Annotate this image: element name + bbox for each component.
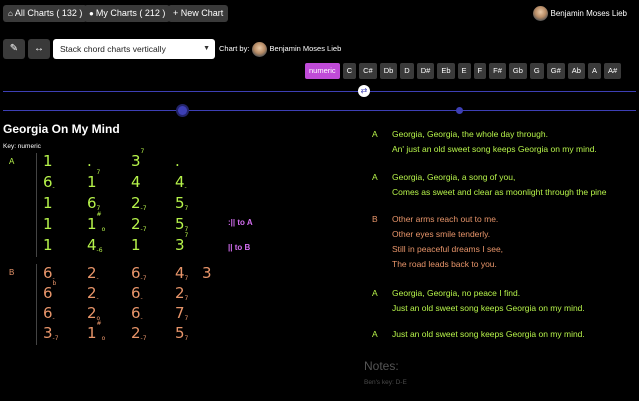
repeat-to-a: :|| to A xyxy=(228,218,253,227)
key-button-gsharp[interactable]: G# xyxy=(547,63,565,79)
key-button-db[interactable]: Db xyxy=(380,63,398,79)
key-button-f[interactable]: F xyxy=(474,63,487,79)
size-slider-handle[interactable] xyxy=(178,106,187,115)
users-icon: ● xyxy=(89,9,94,18)
size-slider-track[interactable] xyxy=(3,110,636,111)
key-button-c[interactable]: C xyxy=(343,63,356,79)
lyric-section-label: B xyxy=(372,214,378,224)
layout-select[interactable]: Stack chord charts vertically ▼ xyxy=(53,39,215,59)
chord: $5_7$ xyxy=(175,215,189,233)
repeat-to-b: || to B xyxy=(228,243,251,252)
chord: 4 xyxy=(131,173,141,191)
chord: $2_7$ xyxy=(175,284,189,302)
section-label-b: B xyxy=(9,268,15,277)
chord: 1 xyxy=(43,194,53,212)
chord: $3^7$ xyxy=(131,148,145,170)
chord: $1^{\#}_o$ xyxy=(87,320,106,342)
lyric-line: Georgia, Georgia, a song of you, xyxy=(392,172,516,182)
chord: $6_-$ xyxy=(43,264,55,282)
key-button-csharp[interactable]: C# xyxy=(359,63,377,79)
lyric-line: Comes as sweet and clear as moonlight through the pine xyxy=(392,187,607,197)
lyric-section-label: A xyxy=(372,172,378,182)
lyric-line: Still in peaceful dreams I see, xyxy=(392,244,504,254)
lyric-line: Other arms reach out to me. xyxy=(392,214,499,224)
chord: $5_7$ xyxy=(175,324,189,342)
chord: $7_7$ xyxy=(175,304,189,322)
chevron-down-icon: ▼ xyxy=(203,45,210,52)
chord: $4_7$ xyxy=(175,264,189,282)
chord: $4_{-6}$ xyxy=(87,236,103,254)
transpose-slider-track[interactable] xyxy=(3,91,636,92)
notes-heading: Notes: xyxy=(364,359,399,373)
chord: $2_{-7}$ xyxy=(131,215,147,233)
edit-button[interactable] xyxy=(3,39,25,59)
chord: $6_-$ xyxy=(43,173,55,191)
chord: $6_-$ xyxy=(131,284,143,302)
key-button-dsharp[interactable]: D# xyxy=(417,63,435,79)
author-avatar xyxy=(252,42,267,57)
key-button-fsharp[interactable]: F# xyxy=(489,63,506,79)
key-selector xyxy=(305,63,621,79)
notes-text: Ben's key: D-E xyxy=(364,379,407,386)
chord: $2_-$ xyxy=(87,264,99,282)
new-chart-button[interactable]: + New Chart xyxy=(168,5,228,22)
key-button-a[interactable]: A xyxy=(588,63,601,79)
lyric-line: Other eyes smile tenderly. xyxy=(392,229,491,239)
chord: 6$^b$ xyxy=(43,280,57,302)
chart-by: Chart by: Benjamin Moses Lieb xyxy=(219,41,341,57)
chord: $6_7$ xyxy=(87,194,101,212)
chord: $4_-$ xyxy=(175,173,187,191)
chord: $3^7$ xyxy=(175,232,189,254)
arrows-horizontal-icon: ↔ xyxy=(34,43,44,54)
chord: $6_-$ xyxy=(43,304,55,322)
chord: $5_7$ xyxy=(175,194,189,212)
swap-handle-icon[interactable]: ⇄ xyxy=(358,85,370,97)
user-menu[interactable]: Benjamin Moses Lieb xyxy=(533,6,627,22)
width-toggle-button[interactable] xyxy=(28,39,50,59)
column-slider-handle[interactable] xyxy=(456,107,463,114)
lyric-line: Just an old sweet song keeps Georgia on my mind. xyxy=(392,329,585,339)
chord: . xyxy=(175,152,180,170)
section-divider xyxy=(36,264,37,345)
lyric-line: Georgia, Georgia, the whole day through. xyxy=(392,129,548,139)
key-button-ab[interactable]: Ab xyxy=(568,63,585,79)
key-button-eb[interactable]: Eb xyxy=(437,63,454,79)
lyric-line: Just an old sweet song keeps Georgia on my mind. xyxy=(392,303,585,313)
home-icon: ⌂ xyxy=(8,9,13,18)
key-button-d[interactable]: D xyxy=(400,63,413,79)
chord: 1 xyxy=(43,152,53,170)
chord: 3 xyxy=(202,264,212,282)
key-button-gb[interactable]: Gb xyxy=(509,63,527,79)
key-button-g[interactable]: G xyxy=(530,63,544,79)
chord: $6_-$ xyxy=(131,304,143,322)
chord: $3_{-7}$ xyxy=(43,324,59,342)
lyric-section-label: A xyxy=(372,329,378,339)
chord: $1^{\#}_o$ xyxy=(87,211,106,233)
all-charts-button[interactable]: ⌂ All Charts ( 132 ) xyxy=(3,5,87,22)
chord: $2_-$ xyxy=(87,284,99,302)
lyric-section-label: A xyxy=(372,129,378,139)
my-charts-button[interactable]: ● My Charts ( 212 ) xyxy=(84,5,170,22)
chord: $6_{-7}$ xyxy=(131,264,147,282)
lyric-section-label: A xyxy=(372,288,378,298)
chord: $2_o$ xyxy=(87,304,101,322)
chord: $2_{-7}$ xyxy=(131,324,147,342)
chord: $2_{-7}$ xyxy=(131,194,147,212)
section-divider xyxy=(36,153,37,257)
chord: $1^7$ xyxy=(87,169,101,191)
key-button-asharp[interactable]: A# xyxy=(604,63,621,79)
lyric-line: The road leads back to you. xyxy=(392,259,497,269)
pencil-icon: ✎ xyxy=(9,43,19,54)
chord: 1 xyxy=(131,236,141,254)
section-label-a: A xyxy=(9,157,15,166)
lyric-line: An' just an old sweet song keeps Georgia on my mind. xyxy=(392,144,597,154)
chord: 1 xyxy=(43,236,53,254)
lyric-line: Georgia, Georgia, no peace I find. xyxy=(392,288,521,298)
key-button-numeric[interactable]: numeric xyxy=(305,63,340,79)
avatar xyxy=(533,6,548,21)
song-title: Georgia On My Mind xyxy=(3,122,120,136)
key-button-e[interactable]: E xyxy=(458,63,471,79)
chord: . xyxy=(87,152,92,170)
key-label: Key: numeric xyxy=(3,143,41,150)
chord: 1 xyxy=(43,215,53,233)
